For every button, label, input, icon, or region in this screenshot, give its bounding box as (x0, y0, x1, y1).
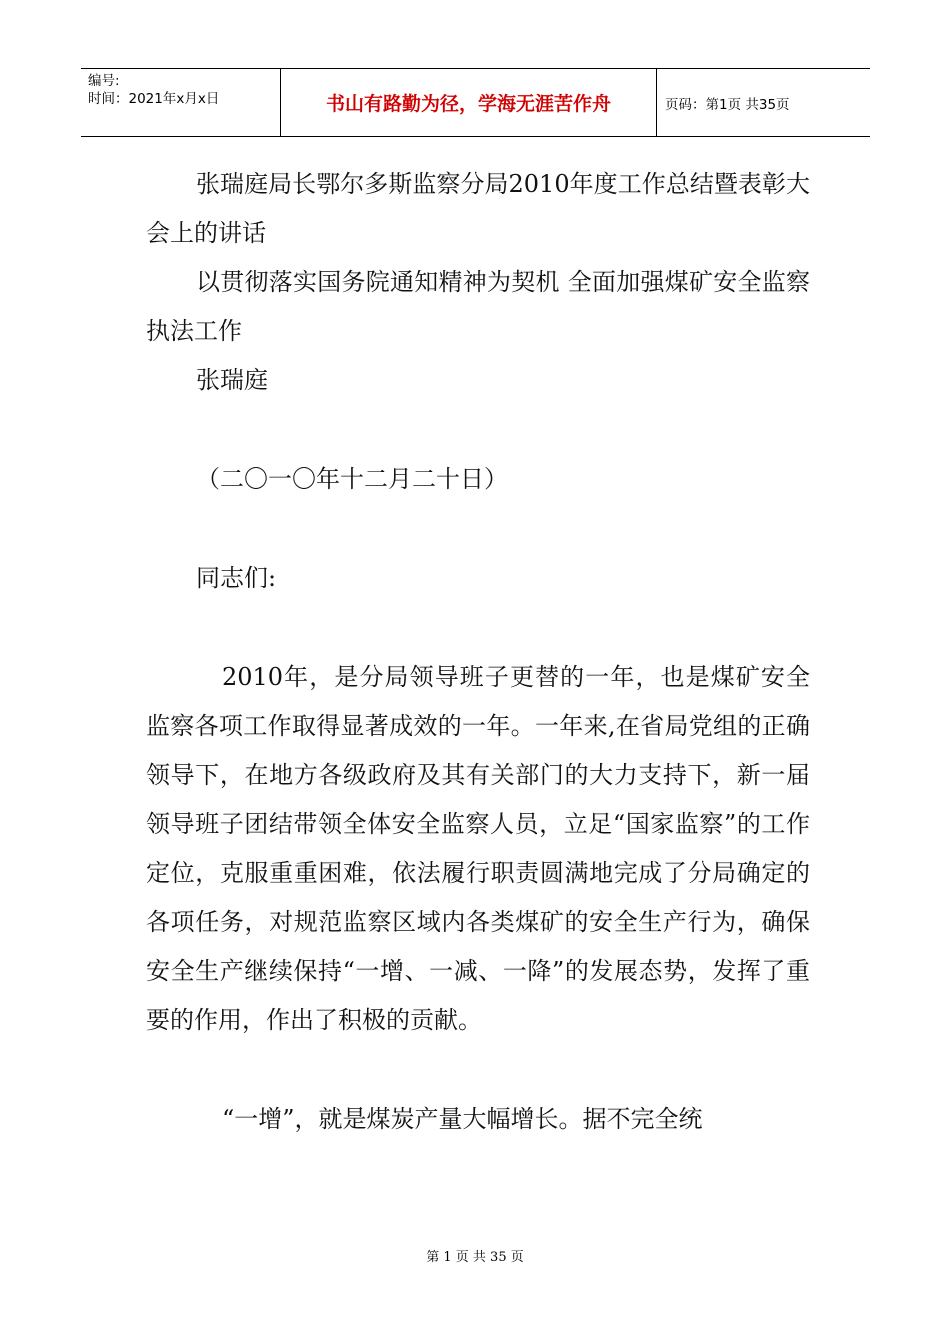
spacer (146, 504, 810, 554)
document-body (146, 160, 810, 1144)
header-motto: 书山有路勤为径，学海无涯苦作舟 (281, 69, 657, 136)
speech-subtitle: 以贯彻落实国务院通知精神为契机 全面加强煤矿安全监察执法工作 (146, 268, 810, 345)
speech-date: （二〇一〇年十二月二十日） (196, 465, 508, 493)
body-paragraph: “一增”，就是煤炭产量大幅增长。据不完全统 (222, 1105, 703, 1133)
page-footer: 第 1 页 共 35 页 (426, 1250, 524, 1265)
spacer (146, 1045, 810, 1095)
salutation: 同志们: (196, 564, 277, 592)
document-header (81, 68, 870, 137)
document-date-label: 时间：2021年x月x日 (88, 91, 220, 107)
body-paragraph: 2010年，是分局领导班子更替的一年，也是煤矿安全监察各项工作取得显著成效的一年。一年来,在省局党组的正确领导下，在地方各级政府及其有关部门的大力支持下，新一届领导班子团结带领全体安全监察人员，立足“国家监察”的工作定位，克服重重困难，依法履行职责圆满地完成了分局确定的各项任务，对规范监察区域内各类煤矿的安全生产行为，确保安全生产继续保持“一增、一减、一降”的发展态势，发挥了重要的作用，作出了积极的贡献。 (146, 663, 810, 1034)
speech-author: 张瑞庭 (196, 366, 268, 394)
document-number-label: 编号: (88, 73, 120, 89)
header-meta-cell (81, 69, 281, 136)
speech-title: 张瑞庭局长鄂尔多斯监察分局2010年度工作总结暨表彰大会上的讲话 (146, 170, 810, 247)
header-page-info: 页码：第1页 共35页 (665, 96, 790, 113)
spacer (146, 603, 810, 653)
spacer (146, 405, 810, 455)
